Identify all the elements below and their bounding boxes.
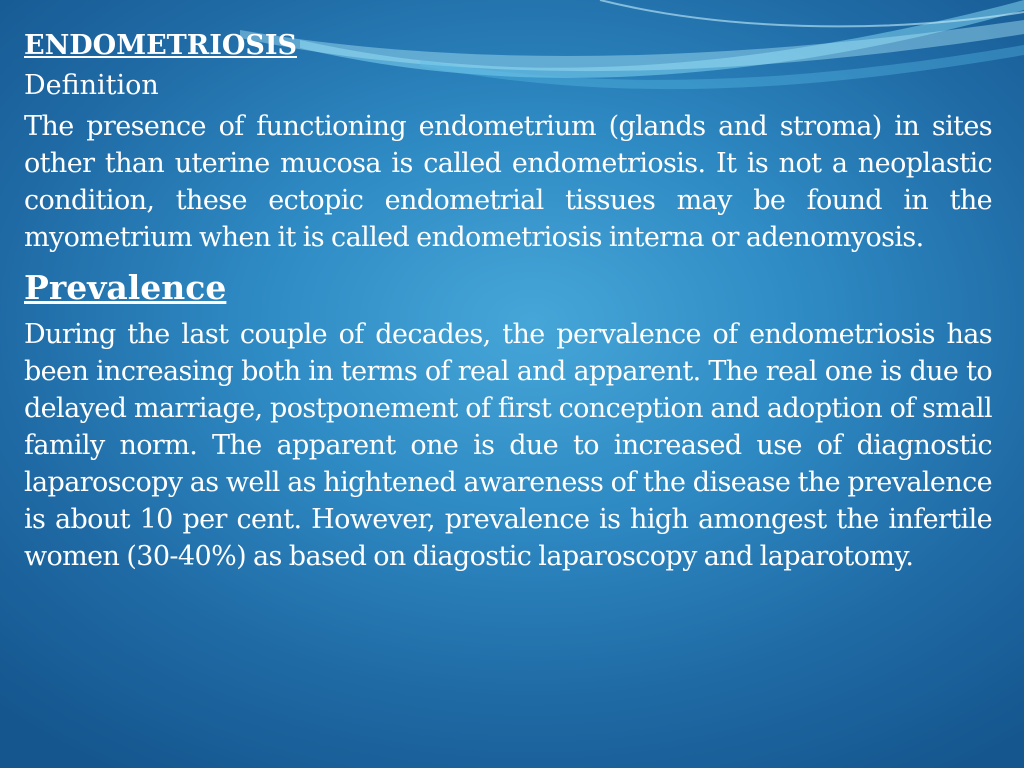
slide-title: ENDOMETRIOSIS [24, 30, 297, 61]
slide-content [24, 28, 992, 575]
definition-paragraph: The presence of functioning endometrium (glands and stroma) in sites other than uterine mucosa is called endometriosis. It is not a neoplastic condition, these ectopic endometrial tissues may be found in the myometrium when it is called endometriosis interna or adenomyosis. [24, 111, 992, 253]
slide-subtitle: Definition [24, 70, 159, 101]
prevalence-paragraph: During the last couple of decades, the pervalence of endometriosis has been increasing both in terms of real and apparent. The real one is due to delayed marriage, postponement of first conception and adoption of small family norm. The apparent one is due to increased use of diagnostic laparoscopy as well as hightened awareness of the disease the prevalence is about 10 per cent. However, prevalence is high amongest the infertile women (30-40%) as based on diagostic laparoscopy and laparotomy. [24, 319, 992, 572]
prevalence-heading: Prevalence [24, 268, 227, 307]
